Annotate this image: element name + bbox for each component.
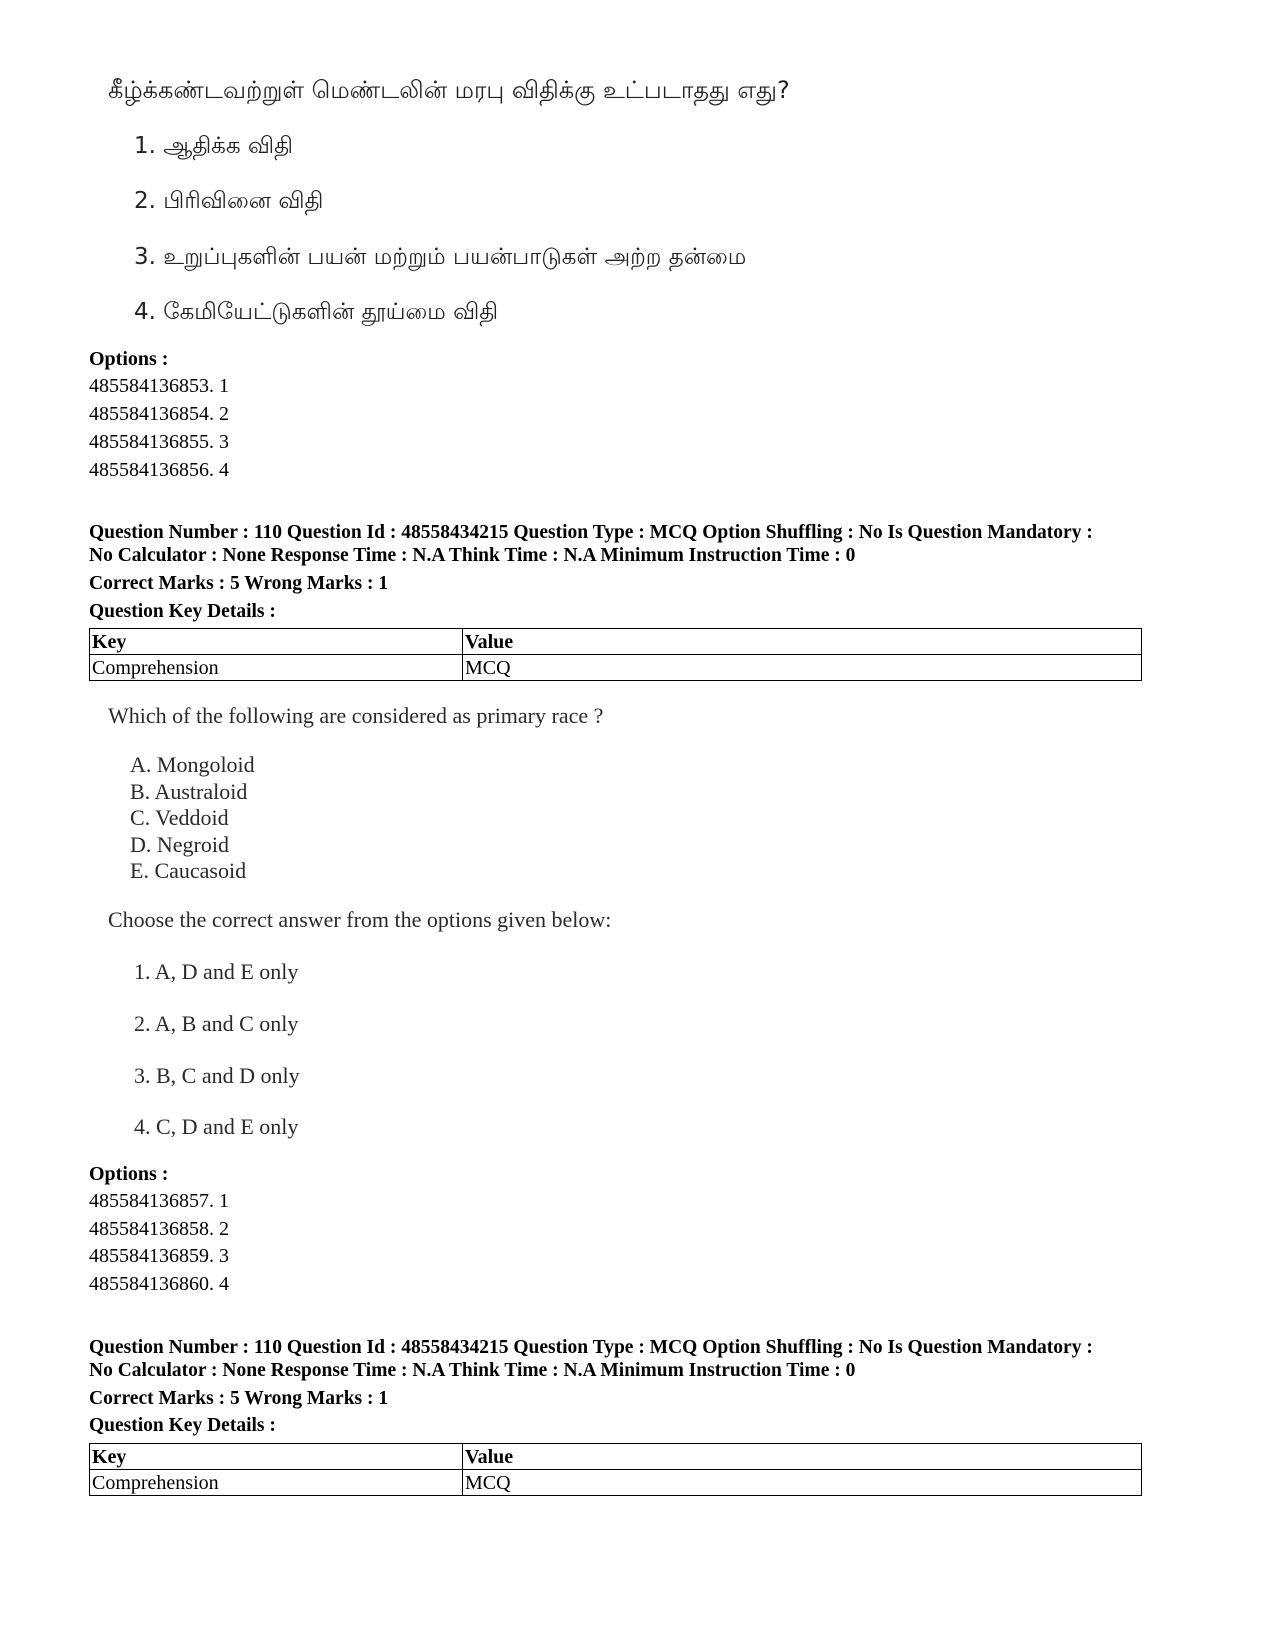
table-row (90, 655, 1142, 681)
question-key-details-label: Question Key Details : (89, 601, 276, 622)
table-cell-key: Comprehension (90, 655, 463, 681)
option-line: 485584136857. 1 (89, 1190, 229, 1212)
option-line: 485584136860. 4 (89, 1273, 229, 1295)
english-item: E. Caucasoid (130, 858, 247, 883)
question-marks: Correct Marks : 5 Wrong Marks : 1 (89, 573, 389, 594)
tamil-question-text: கீழ்க்கண்டவற்றுள் மெண்டலின் மரபு விதிக்கு உட்படாதது எது? (108, 76, 790, 104)
tamil-choice-2: 2. பிரிவினை விதி (134, 188, 324, 214)
tamil-choice-4: 4. கேமியேட்டுகளின் தூய்மை விதி (134, 299, 499, 325)
table-row (90, 1470, 1142, 1496)
table-header-key: Key (90, 629, 463, 655)
table-header-value: Value (463, 629, 1142, 655)
option-line: 485584136855. 3 (89, 431, 229, 453)
question-meta-line2: No Calculator : None Response Time : N.A Think Time : N.A Minimum Instruction Time : 0 (89, 545, 856, 566)
table-cell-key: Comprehension (90, 1470, 463, 1496)
table-header-key: Key (90, 1444, 463, 1470)
table-header-row (90, 1444, 1142, 1470)
options-label: Options : (89, 348, 169, 370)
english-question-text: Which of the following are considered as primary race ? (108, 703, 604, 728)
question-key-details-label: Question Key Details : (89, 1415, 276, 1436)
table-header-value: Value (463, 1444, 1142, 1470)
english-choice-3: 3. B, C and D only (134, 1063, 300, 1088)
english-choice-1: 1. A, D and E only (134, 959, 299, 984)
option-line: 485584136853. 1 (89, 375, 229, 397)
tamil-choice-3: 3. உறுப்புகளின் பயன் மற்றும் பயன்பாடுகள் அற்ற தன்மை (134, 244, 747, 270)
english-item: A. Mongoloid (130, 752, 255, 777)
english-item: C. Veddoid (130, 805, 229, 830)
options-label: Options : (89, 1163, 169, 1185)
english-choice-2: 2. A, B and C only (134, 1011, 299, 1036)
table-cell-value: MCQ (463, 1470, 1142, 1496)
table-header-row (90, 629, 1142, 655)
table-cell-value: MCQ (463, 655, 1142, 681)
option-line: 485584136858. 2 (89, 1218, 229, 1240)
question-marks: Correct Marks : 5 Wrong Marks : 1 (89, 1388, 389, 1409)
question-meta-line2: No Calculator : None Response Time : N.A Think Time : N.A Minimum Instruction Time : 0 (89, 1360, 856, 1381)
question-key-table (89, 628, 1142, 681)
question-key-table (89, 1443, 1142, 1496)
option-line: 485584136859. 3 (89, 1245, 229, 1267)
english-item: B. Australoid (130, 779, 248, 804)
english-instruction: Choose the correct answer from the options given below: (108, 907, 612, 932)
question-meta-line1: Question Number : 110 Question Id : 48558434215 Question Type : MCQ Option Shuffling : No Is Question Mandatory : (89, 522, 1093, 543)
english-choice-4: 4. C, D and E only (134, 1114, 299, 1139)
option-line: 485584136854. 2 (89, 403, 229, 425)
option-line: 485584136856. 4 (89, 459, 229, 481)
question-meta-line1: Question Number : 110 Question Id : 48558434215 Question Type : MCQ Option Shuffling : No Is Question Mandatory : (89, 1337, 1093, 1358)
tamil-choice-1: 1. ஆதிக்க விதி (134, 133, 293, 159)
english-item: D. Negroid (130, 832, 229, 857)
